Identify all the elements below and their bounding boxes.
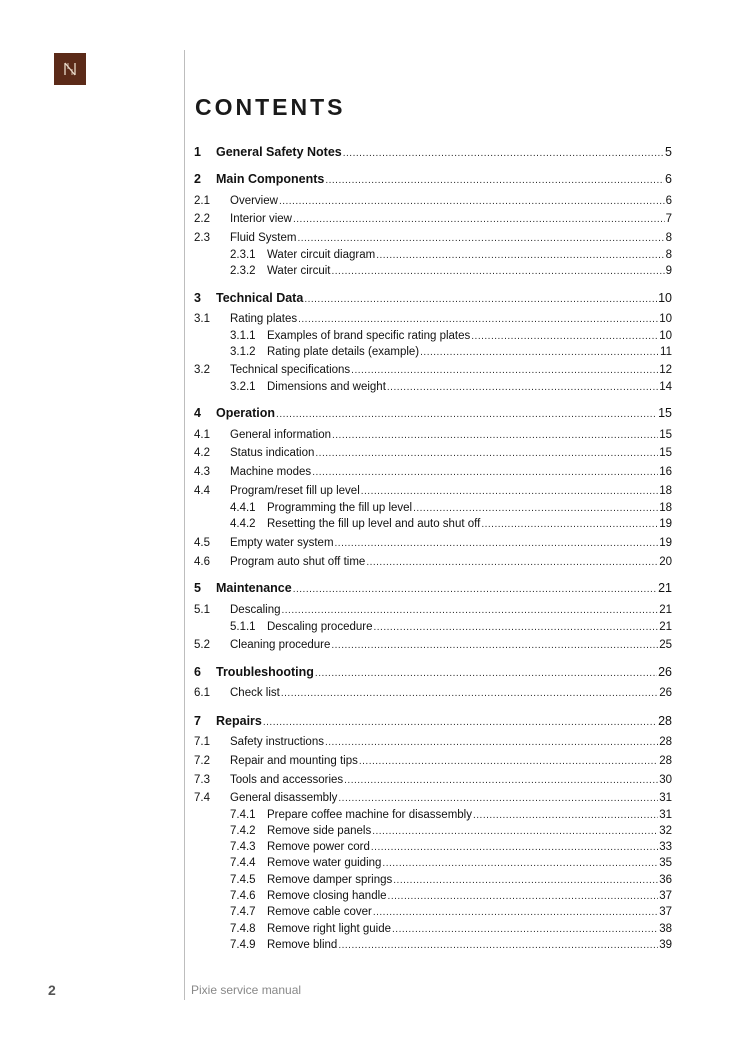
- toc-entry-label: Overview: [230, 195, 278, 207]
- toc-leader-dots: [338, 938, 658, 954]
- toc-leader-dots: [382, 856, 658, 872]
- toc-leader-dots: [297, 231, 664, 247]
- toc-entry[interactable]: [230, 855, 672, 871]
- toc-entry-label: Machine modes: [230, 466, 312, 478]
- toc-entry-label: Resetting the fill up level and auto shut off: [267, 518, 481, 530]
- toc-entry[interactable]: [194, 734, 672, 750]
- toc-entry-label: Troubleshooting: [216, 665, 314, 679]
- toc-entry[interactable]: [230, 500, 672, 516]
- toc-entry-label: Water circuit: [267, 265, 331, 277]
- toc-entry-number: 4.2: [194, 447, 210, 459]
- toc-entry-page: 37: [659, 890, 672, 902]
- toc-leader-dots: [373, 620, 658, 636]
- toc-entry-number: 4.4.1: [230, 502, 256, 514]
- toc-entry-label: Maintenance: [216, 581, 292, 595]
- toc-entry-label: Program auto shut off time: [230, 556, 366, 568]
- toc-entry-number: 4: [194, 406, 201, 420]
- toc-entry-number: 5.2: [194, 639, 210, 651]
- toc-entry-label: Safety instructions: [230, 736, 324, 748]
- toc-leader-dots: [312, 465, 658, 481]
- toc-entry-page: 39: [659, 939, 672, 951]
- toc-entry-number: 2.3.2: [230, 265, 256, 277]
- toc-entry-label: Repairs: [216, 714, 262, 728]
- toc-entry-number: 7.3: [194, 774, 210, 786]
- toc-entry-page: 33: [659, 841, 672, 853]
- toc-leader-dots: [332, 428, 658, 444]
- toc-leader-dots: [420, 345, 659, 361]
- toc-entry-page: 31: [659, 792, 672, 804]
- toc-leader-dots: [372, 824, 658, 840]
- toc-entry-number: 6.1: [194, 687, 210, 699]
- toc-leader-dots: [279, 194, 665, 210]
- toc-entry[interactable]: [194, 171, 672, 187]
- toc-entry-page: 21: [659, 621, 672, 633]
- toc-leader-dots: [351, 363, 658, 379]
- toc-entry-page: 8: [665, 249, 672, 261]
- toc-entry-page: 6: [665, 172, 672, 186]
- toc-leader-dots: [293, 582, 657, 598]
- toc-entry-label: Repair and mounting tips: [230, 755, 358, 767]
- toc-entry-page: 20: [659, 556, 672, 568]
- toc-leader-dots: [366, 555, 658, 571]
- toc-entry[interactable]: [194, 602, 672, 618]
- toc-entry-number: 3.2.1: [230, 381, 256, 393]
- toc-entry-page: 35: [659, 857, 672, 869]
- toc-entry-page: 11: [660, 346, 672, 358]
- toc-leader-dots: [325, 735, 658, 751]
- page-title: CONTENTS: [195, 94, 346, 120]
- toc-entry-page: 5: [665, 145, 672, 159]
- toc-entry[interactable]: [194, 311, 672, 327]
- toc-entry-label: Tools and accessories: [230, 774, 344, 786]
- toc-entry-page: 19: [659, 537, 672, 549]
- toc-entry-number: 2.1: [194, 195, 210, 207]
- toc-entry-label: Cleaning procedure: [230, 639, 331, 651]
- toc-leader-dots: [388, 889, 659, 905]
- toc-entry[interactable]: [194, 772, 672, 788]
- toc-entry-page: 31: [659, 809, 672, 821]
- toc-entry-page: 18: [659, 485, 672, 497]
- toc-entry-label: Remove cable cover: [267, 906, 372, 918]
- toc-entry-page: 8: [665, 232, 672, 244]
- toc-entry-label: General disassembly: [230, 792, 338, 804]
- toc-entry-label: Descaling procedure: [267, 621, 373, 633]
- toc-entry-number: 7.4.8: [230, 923, 256, 935]
- toc-entry-label: Program/reset fill up level: [230, 485, 360, 497]
- toc-entry[interactable]: [194, 685, 672, 701]
- toc-entry-number: 1: [194, 145, 201, 159]
- toc-entry[interactable]: [230, 619, 672, 635]
- toc-entry-label: Remove damper springs: [267, 874, 393, 886]
- toc-entry-number: 3.1.2: [230, 346, 256, 358]
- toc-leader-dots: [387, 380, 658, 396]
- toc-leader-dots: [331, 264, 664, 280]
- toc-entry-label: Interior view: [230, 213, 292, 225]
- toc-entry-label: Remove side panels: [267, 825, 372, 837]
- toc-entry-label: Descaling: [230, 604, 281, 616]
- toc-entry-number: 4.1: [194, 429, 210, 441]
- toc-entry-page: 30: [659, 774, 672, 786]
- toc-entry-page: 10: [658, 291, 672, 305]
- toc-entry-number: 7.4.7: [230, 906, 256, 918]
- toc-entry[interactable]: [194, 554, 672, 570]
- toc-entry[interactable]: [194, 464, 672, 480]
- toc-entry[interactable]: [230, 379, 672, 395]
- toc-entry-number: 4.4.2: [230, 518, 256, 530]
- toc-entry[interactable]: [194, 535, 672, 551]
- vertical-rule: [184, 50, 185, 1000]
- toc-entry[interactable]: [230, 328, 672, 344]
- toc-entry-label: Dimensions and weight: [267, 381, 386, 393]
- toc-leader-dots: [392, 922, 658, 938]
- toc-entry-number: 5: [194, 581, 201, 595]
- toc-leader-dots: [359, 754, 658, 770]
- manual-title: Pixie service manual: [191, 983, 302, 997]
- toc-entry-page: 28: [659, 736, 672, 748]
- toc-leader-dots: [343, 146, 664, 162]
- toc-entry-label: Status indication: [230, 447, 315, 459]
- toc-entry[interactable]: [230, 247, 672, 263]
- brand-logo: [54, 53, 86, 85]
- toc-entry-number: 6: [194, 665, 201, 679]
- toc-entry-number: 3.2: [194, 364, 210, 376]
- toc-entry-label: General information: [230, 429, 331, 441]
- toc-entry-page: 21: [659, 604, 672, 616]
- toc-entry-number: 4.3: [194, 466, 210, 478]
- toc-entry[interactable]: [230, 904, 672, 920]
- toc-entry-label: Check list: [230, 687, 280, 699]
- toc-leader-dots: [325, 173, 664, 189]
- toc-entry-label: Programming the fill up level: [267, 502, 413, 514]
- toc-entry[interactable]: [230, 872, 672, 888]
- toc-entry-number: 7: [194, 714, 201, 728]
- toc-leader-dots: [298, 312, 658, 328]
- toc-leader-dots: [338, 791, 658, 807]
- toc-leader-dots: [331, 638, 658, 654]
- toc-entry[interactable]: [194, 405, 672, 421]
- toc-entry-page: 7: [665, 213, 672, 225]
- toc-entry-label: Remove blind: [267, 939, 338, 951]
- toc-entry-number: 7.4.9: [230, 939, 256, 951]
- toc-entry[interactable]: [194, 713, 672, 729]
- toc-leader-dots: [304, 292, 657, 308]
- toc-entry-number: 5.1.1: [230, 621, 256, 633]
- toc-entry[interactable]: [230, 344, 672, 360]
- toc-leader-dots: [281, 686, 658, 702]
- toc-entry-page: 26: [659, 687, 672, 699]
- toc-entry-label: Remove water guiding: [267, 857, 382, 869]
- toc-entry-label: Technical Data: [216, 291, 304, 305]
- toc-entry-number: 2.3.1: [230, 249, 256, 261]
- toc-leader-dots: [315, 446, 658, 462]
- toc-leader-dots: [335, 536, 659, 552]
- toc-entry-number: 2.2: [194, 213, 210, 225]
- toc-entry-page: 32: [659, 825, 672, 837]
- toc-entry[interactable]: [194, 211, 672, 227]
- toc-entry[interactable]: [194, 664, 672, 680]
- toc-entry-label: Remove right light guide: [267, 923, 392, 935]
- toc-leader-dots: [276, 407, 657, 423]
- toc-entry-number: 7.4.4: [230, 857, 256, 869]
- toc-entry[interactable]: [230, 839, 672, 855]
- toc-entry[interactable]: [194, 790, 672, 806]
- toc-entry-label: Fluid System: [230, 232, 297, 244]
- toc-entry-page: 26: [658, 665, 672, 679]
- toc-leader-dots: [481, 517, 658, 533]
- toc-entry-label: General Safety Notes: [216, 145, 342, 159]
- toc-entry-page: 16: [659, 466, 672, 478]
- toc-entry-label: Empty water system: [230, 537, 334, 549]
- toc-entry-label: Rating plate details (example): [267, 346, 420, 358]
- toc-entry-page: 25: [659, 639, 672, 651]
- toc-entry-page: 37: [659, 906, 672, 918]
- toc-entry-number: 7.4.3: [230, 841, 256, 853]
- toc-entry[interactable]: [230, 921, 672, 937]
- toc-entry-page: 15: [659, 429, 672, 441]
- toc-entry-page: 28: [658, 714, 672, 728]
- toc-entry-page: 15: [659, 447, 672, 459]
- toc-leader-dots: [376, 248, 664, 264]
- toc-entry-page: 38: [659, 923, 672, 935]
- toc-entry[interactable]: [230, 807, 672, 823]
- toc-entry-number: 7.4.2: [230, 825, 256, 837]
- toc-entry-number: 7.4.5: [230, 874, 256, 886]
- toc-entry-number: 7.4: [194, 792, 210, 804]
- toc-entry-page: 9: [665, 265, 672, 277]
- toc-entry-number: 5.1: [194, 604, 210, 616]
- toc-leader-dots: [373, 905, 658, 921]
- toc-leader-dots: [471, 329, 658, 345]
- toc-entry-number: 7.4.6: [230, 890, 256, 902]
- toc-entry[interactable]: [194, 427, 672, 443]
- toc-entry-page: 19: [659, 518, 672, 530]
- toc-entry-number: 7.4.1: [230, 809, 256, 821]
- toc-entry[interactable]: [194, 445, 672, 461]
- toc-entry-page: 21: [658, 581, 672, 595]
- toc-leader-dots: [473, 808, 658, 824]
- toc-entry-page: 28: [659, 755, 672, 767]
- toc-entry-number: 4.5: [194, 537, 210, 549]
- toc-entry-number: 4.4: [194, 485, 210, 497]
- toc-entry[interactable]: [194, 637, 672, 653]
- toc-entry[interactable]: [194, 230, 672, 246]
- toc-entry-page: 12: [659, 364, 672, 376]
- toc-entry-page: 6: [665, 195, 672, 207]
- toc-entry-number: 7.2: [194, 755, 210, 767]
- toc-entry[interactable]: [230, 888, 672, 904]
- toc-entry-label: Water circuit diagram: [267, 249, 376, 261]
- toc-entry-label: Prepare coffee machine for disassembly: [267, 809, 472, 821]
- toc-entry-label: Rating plates: [230, 313, 298, 325]
- toc-entry[interactable]: [194, 290, 672, 306]
- toc-leader-dots: [293, 212, 665, 228]
- toc-entry-label: Operation: [216, 406, 276, 420]
- toc-leader-dots: [393, 873, 658, 889]
- toc-leader-dots: [413, 501, 658, 517]
- toc-entry-number: 2: [194, 172, 201, 186]
- toc-leader-dots: [371, 840, 658, 856]
- toc-entry-label: Technical specifications: [230, 364, 351, 376]
- toc-entry-number: 7.1: [194, 736, 210, 748]
- toc-entry[interactable]: [230, 516, 672, 532]
- toc-leader-dots: [282, 603, 659, 619]
- page-number: 2: [48, 982, 56, 998]
- toc-entry[interactable]: [230, 823, 672, 839]
- toc-entry-number: 3.1: [194, 313, 210, 325]
- toc-leader-dots: [263, 715, 657, 731]
- toc-entry-label: Main Components: [216, 172, 325, 186]
- toc-entry[interactable]: [194, 362, 672, 378]
- toc-entry-page: 15: [658, 406, 672, 420]
- toc-entry-label: Remove power cord: [267, 841, 370, 853]
- toc-entry-number: 3.1.1: [230, 330, 256, 342]
- toc-entry-label: Remove closing handle: [267, 890, 387, 902]
- toc-entry-number: 2.3: [194, 232, 210, 244]
- toc-leader-dots: [361, 484, 658, 500]
- toc-leader-dots: [315, 666, 657, 682]
- toc-entry-page: 10: [659, 330, 672, 342]
- toc-entry[interactable]: [194, 580, 672, 596]
- toc-entry-label: Examples of brand specific rating plates: [267, 330, 471, 342]
- toc-entry[interactable]: [194, 483, 672, 499]
- toc-leader-dots: [344, 773, 658, 789]
- toc-entry[interactable]: [230, 937, 672, 953]
- toc-entry-page: 10: [659, 313, 672, 325]
- toc-entry-page: 14: [659, 381, 672, 393]
- toc-entry[interactable]: [194, 193, 672, 209]
- toc-entry-number: 3: [194, 291, 201, 305]
- toc-entry[interactable]: [194, 753, 672, 769]
- toc-entry-page: 18: [659, 502, 672, 514]
- nespresso-n-icon: [61, 60, 79, 78]
- toc-entry[interactable]: [194, 144, 672, 160]
- toc-entry[interactable]: [230, 263, 672, 279]
- toc-entry-number: 4.6: [194, 556, 210, 568]
- toc-entry-page: 36: [659, 874, 672, 886]
